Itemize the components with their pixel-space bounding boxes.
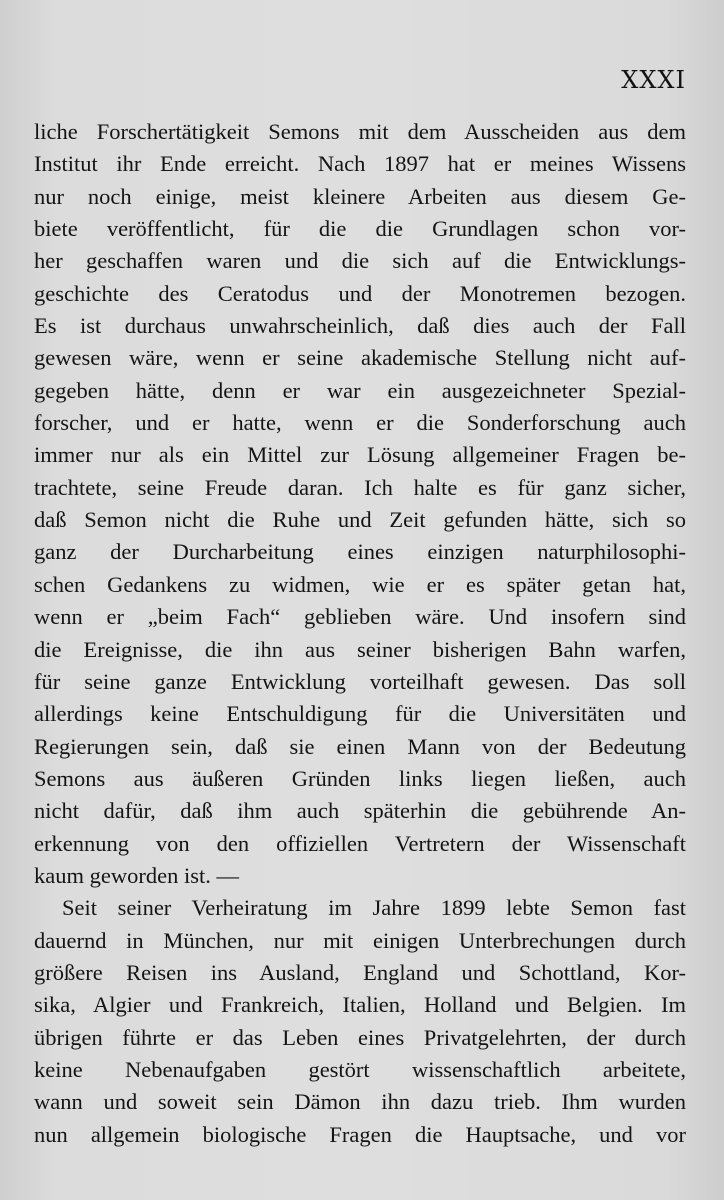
text-line: größere Reisen ins Ausland, England und Schottland, Kor- xyxy=(34,959,686,985)
text-line: daß Semon nicht die Ruhe und Zeit gefunden hätte, sich so xyxy=(34,507,686,533)
text-line: Institut ihr Ende erreicht. Nach 1897 hat er meines Wissens xyxy=(34,151,686,177)
text-line: erkennung von den offiziellen Vertretern der Wissenschaft xyxy=(34,830,686,856)
text-line: schen Gedankens zu widmen, wie er es später getan hat, xyxy=(34,571,686,597)
text-line: kaum geworden ist. — xyxy=(34,862,239,888)
text-line: nun allgemein biologische Fragen die Hauptsache, und vor xyxy=(34,1121,686,1147)
text-line: ganz der Durcharbeitung eines einzigen naturphilosophi- xyxy=(34,539,686,565)
text-line: dauernd in München, nur mit einigen Unterbrechungen durch xyxy=(34,927,686,953)
text-line: keine Nebenaufgaben gestört wissenschaftlich arbeitete, xyxy=(34,1056,686,1082)
text-line: trachtete, seine Freude daran. Ich halte es für ganz sicher, xyxy=(34,474,686,500)
text-line: gegeben hätte, denn er war ein ausgezeichneter Spezial- xyxy=(34,377,686,403)
text-line: immer nur als ein Mittel zur Lösung allgemeiner Fragen be- xyxy=(34,442,686,468)
text-line: übrigen führte er das Leben eines Privatgelehrten, der durch xyxy=(34,1024,686,1050)
text-line: nicht dafür, daß ihm auch späterhin die gebührende An- xyxy=(34,798,686,824)
text-line: liche Forschertätigkeit Semons mit dem Ausscheiden aus dem xyxy=(34,119,686,144)
text-line: forscher, und er hatte, wenn er die Sonderforschung auch xyxy=(34,410,686,436)
text-line: geschichte des Ceratodus und der Monotremen bezogen. xyxy=(34,280,686,306)
text-line: wann und soweit sein Dämon ihn dazu trieb. Ihm wurden xyxy=(34,1089,686,1115)
text-line: wenn er „beim Fach“ geblieben wäre. Und insofern sind xyxy=(34,604,686,630)
text-line: Seit seiner Verheiratung im Jahre 1899 lebte Semon fast xyxy=(62,895,686,921)
text-line: nur noch einige, meist kleinere Arbeiten aus diesem Ge- xyxy=(34,183,686,209)
text-line: biete veröffentlicht, für die die Grundlagen schon vor- xyxy=(34,216,686,242)
text-line: Es ist durchaus unwahrscheinlich, daß dies auch der Fall xyxy=(34,313,686,339)
text-line: Semons aus äußeren Gründen links liegen ließen, auch xyxy=(34,765,686,791)
page-number: XXXI xyxy=(621,66,686,94)
text-line: Regierungen sein, daß sie einen Mann von der Bedeutung xyxy=(34,733,686,759)
text-line: allerdings keine Entschuldigung für die Universitäten und xyxy=(34,701,686,727)
body-text xyxy=(34,116,686,1151)
text-line: für seine ganze Entwicklung vorteilhaft gewesen. Das soll xyxy=(34,668,686,694)
text-line: sika, Algier und Frankreich, Italien, Holland und Belgien. Im xyxy=(34,992,686,1018)
text-line: die Ereignisse, die ihn aus seiner bisherigen Bahn warfen, xyxy=(34,636,686,662)
text-line: gewesen wäre, wenn er seine akademische Stellung nicht auf- xyxy=(34,345,686,371)
text-line: her geschaffen waren und die sich auf die Entwicklungs- xyxy=(34,248,686,274)
